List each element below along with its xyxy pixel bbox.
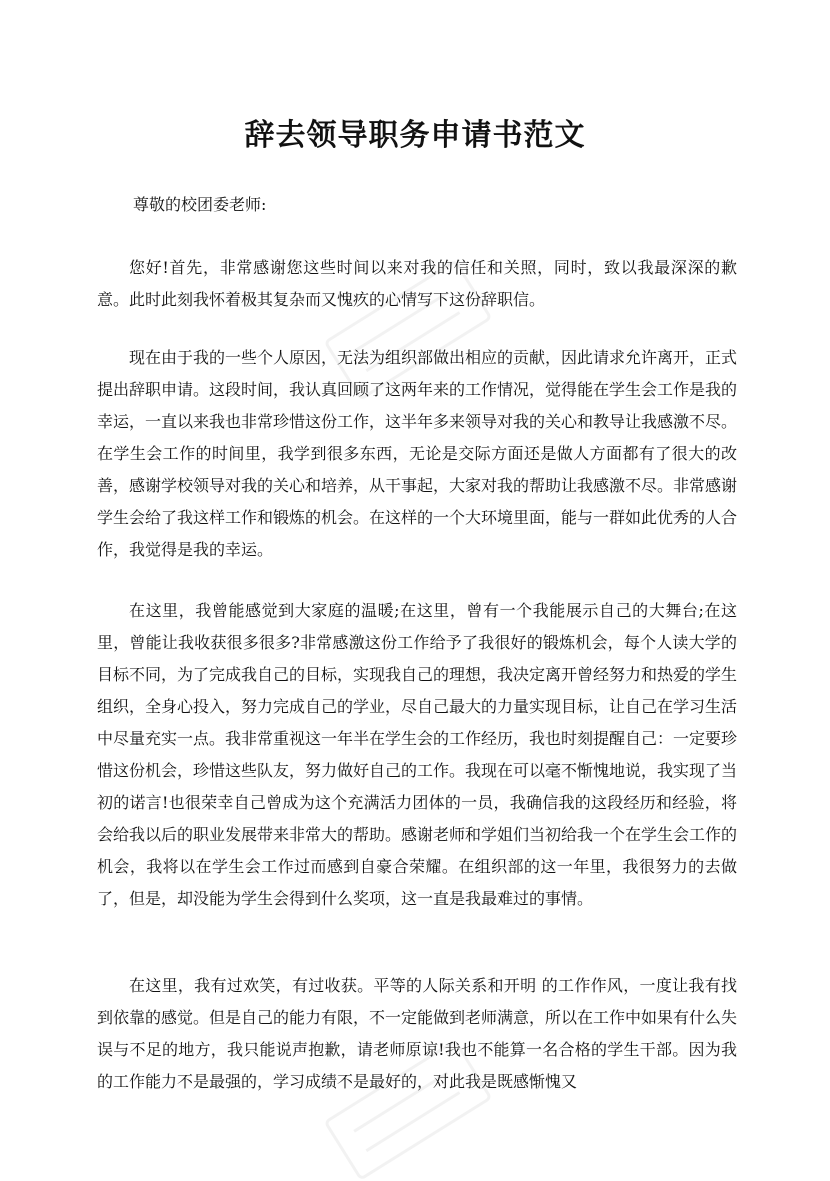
paragraph-4: 在这里，我有过欢笑，有过收获。平等的人际关系和开明 的工作作风，一度让我有找到依靠的感觉。但是自己的能力有限，不一定能做到老师满意，所以在工作中如果有什么失误与不足的地方，我只能说声抱歉，请老师原谅!我也不能算一名合格的学生干部。因为我的工作能力不是最强的，学习成绩不是最好的，对此我是既感惭愧又 <box>97 976 738 1091</box>
paragraph-2: 现在由于我的一些个人原因，无法为组织部做出相应的贡献，因此请求允许离开，正式提出辞职申请。这段时间，我认真回顾了这两年来的工作情况，觉得能在学生会工作是我的幸运，一直以来我也非常珍惜这份工作，这半年多来领导对我的关心和教导让我感激不尽。在学生会工作的时间里，我学到很多东西，无论是交际方面还是做人方面都有了很大的改善，感谢学校领导对我的关心和培养，从干事起，大家对我的帮助让我感激不尽。非常感谢学生会给了我这样工作和锻炼的机会。在这样的一个大环境里面，能与一群如此优秀的人合作，我觉得是我的幸运。 <box>97 348 738 559</box>
salutation: 尊敬的校团委老师: <box>133 195 267 214</box>
paragraph-3: 在这里，我曾能感觉到大家庭的温暖;在这里，曾有一个我能展示自己的大舞台;在这里，曾能让我收获很多很多?非常感激这份工作给予了我很好的锻炼机会，每个人读大学的目标不同，为了完成我自己的目标，实现我自己的理想，我决定离开曾经努力和热爱的学生组织，全身心投入，努力完成自己的学业，尽自己最大的力量实现目标，让自己在学习生活中尽量充实一点。我非常重视这一年半在学生会的工作经历，我也时刻提醒自己：一定要珍惜这份机会，珍惜这些队友，努力做好自己的工作。我现在可以毫不惭愧地说，我实现了当初的诺言!也很荣幸自己曾成为这个充满活力团体的一员，我确信我的这段经历和经验，将会给我以后的职业发展带来非常大的帮助。感谢老师和学姐们当初给我一个在学生会工作的机会，我将以在学生会工作过而感到自豪合荣耀。在组织部的这一年里，我很努力的去做了，但是，却没能为学生会得到什么奖项，这一直是我最难过的事情。 <box>97 601 738 908</box>
paragraph-1: 您好!首先，非常感谢您这些时间以来对我的信任和关照，同时，致以我最深深的歉意。此时此刻我怀着极其复杂而又愧疚的心情写下这份辞职信。 <box>97 258 737 309</box>
document-title: 辞去领导职务申请书范文 <box>244 118 586 153</box>
